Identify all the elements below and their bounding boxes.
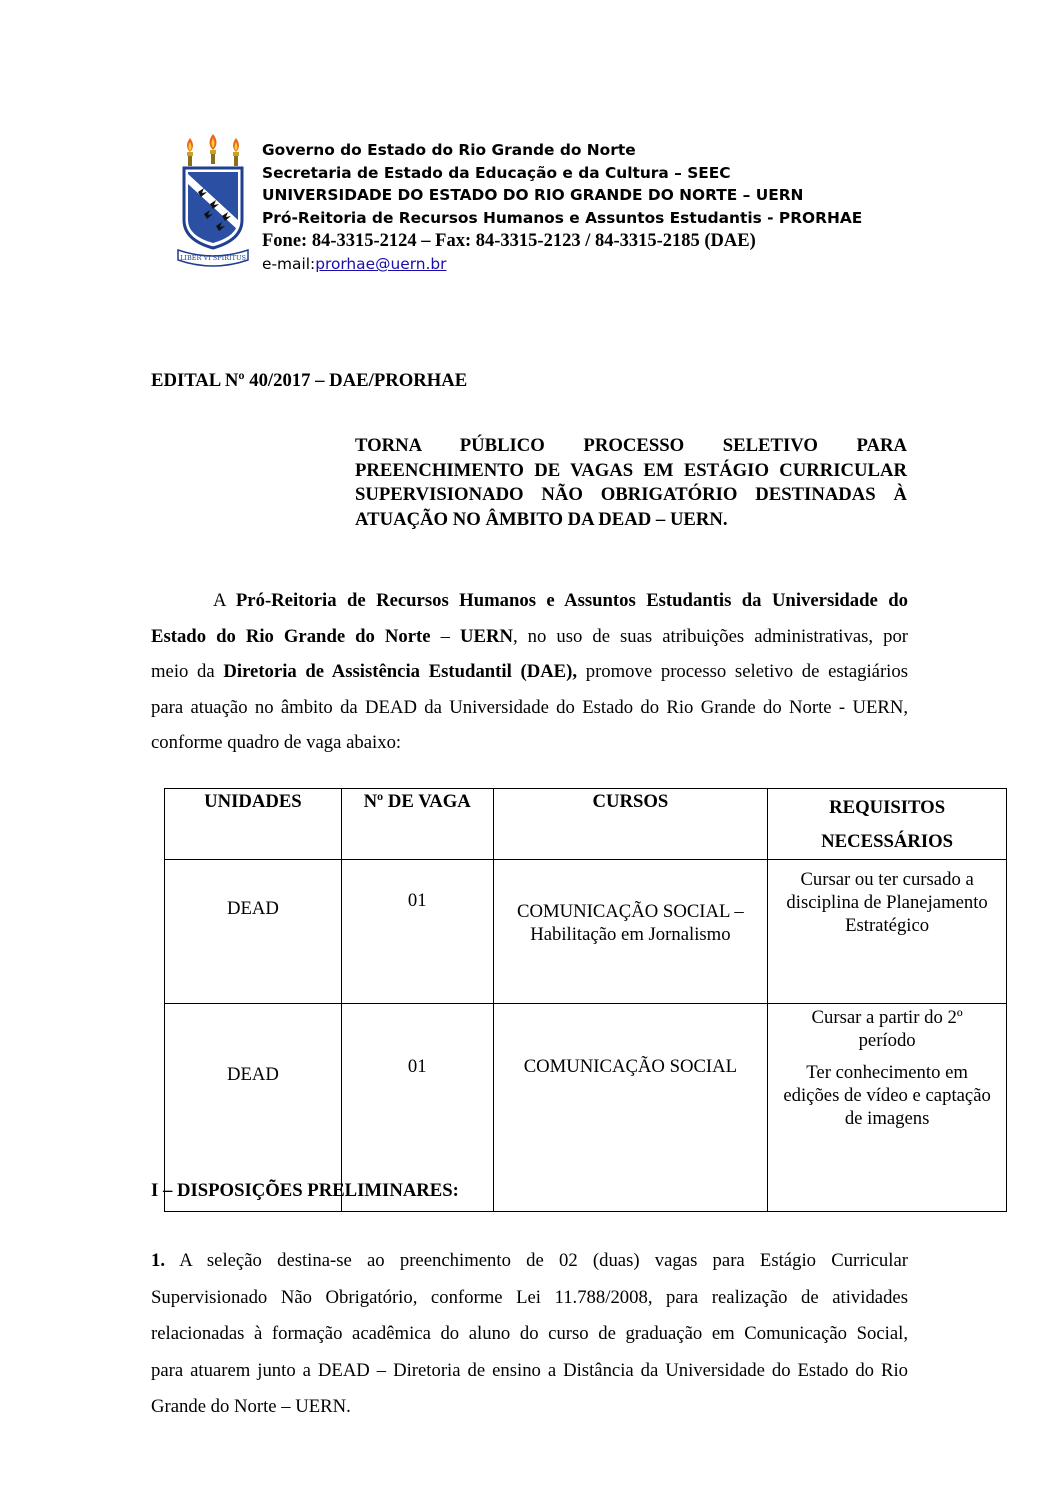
header-phone: Fone: 84-3315-2124 – Fax: 84-3315-2123 / 84-3315-2185 (DAE): [262, 231, 756, 252]
logo-motto: LIBER VI SPIRITUS: [180, 254, 246, 262]
section-title: I – DISPOSIÇÕES PRELIMINARES:: [151, 1180, 459, 1201]
torch-icon: [233, 138, 239, 166]
cell-vagas: [341, 860, 493, 1004]
torch-icon: [210, 134, 217, 164]
paragraph-line: para atuação no âmbito da DEAD da Universidade do Estado do Rio Grande do Norte - UERN,: [151, 696, 908, 718]
item-1-paragraph: [151, 1243, 908, 1426]
header-secretaria: Secretaria de Estado da Educação e da Cultura – SEEC: [262, 163, 731, 182]
cell-text: Cursar ou ter cursado a: [800, 869, 974, 890]
text: promove processo seletivo de estagiários: [577, 661, 908, 682]
text: meio da: [151, 661, 224, 682]
cell-requisitos: [768, 860, 1007, 1004]
cell-curso: [493, 1004, 768, 1212]
cell-requisitos: [768, 1004, 1007, 1212]
paragraph-line: relacionadas à formação acadêmica do aluno do curso de graduação em Comunicação Social,: [151, 1323, 908, 1344]
header-pro-reitoria: Pró-Reitoria de Recursos Humanos e Assuntos Estudantis - PRORHAE: [262, 208, 863, 227]
header-requisitos: [768, 789, 1007, 860]
cell-curso: [493, 860, 768, 1004]
header-num-vagas: Nº DE VAGA: [341, 789, 493, 860]
text: , no uso de suas atribuições administrativas, por: [512, 625, 909, 647]
table-row: [165, 860, 1007, 1004]
cell-text: COMUNICAÇÃO SOCIAL: [523, 1056, 738, 1077]
torch-icon: [187, 138, 193, 166]
cell-text: 01: [407, 1056, 427, 1077]
cell-text: Habilitação em Jornalismo: [530, 924, 731, 945]
text: A: [213, 590, 236, 611]
cell-text: 01: [407, 890, 427, 911]
summary-line: PREENCHIMENTO DE VAGAS EM ESTÁGIO CURRICULAR: [355, 459, 907, 481]
header-email-line: [262, 253, 862, 276]
paragraph-line: [151, 654, 908, 690]
text-bold: Estado do Rio Grande do Norte: [151, 625, 431, 647]
email-link[interactable]: prorhae@uern.br: [315, 255, 447, 274]
summary-line: TORNA PÚBLICO PROCESSO SELETIVO PARA: [355, 435, 907, 456]
edital-title: EDITAL Nº 40/2017 – DAE/PRORHAE: [151, 370, 468, 391]
cell-text: Cursar a partir do 2º: [811, 1007, 963, 1028]
cell-text: Ter conhecimento em: [806, 1062, 968, 1083]
cell-text: edições de vídeo e captação: [783, 1085, 991, 1106]
cell-text: DEAD: [226, 1064, 279, 1085]
item-number: 1.: [151, 1250, 166, 1271]
header-unidades: UNIDADES: [165, 789, 342, 860]
summary-line: ATUAÇÃO NO ÂMBITO DA DEAD – UERN.: [355, 508, 728, 530]
header-requisitos-line: REQUISITOS: [829, 797, 946, 818]
cell-text: disciplina de Planejamento: [786, 892, 988, 913]
paragraph-line: para atuarem junto a DEAD – Diretoria de ensino a Distância da Universidade do Estado do Rio: [151, 1359, 908, 1381]
cell-text: DEAD: [226, 898, 279, 919]
text: A seleção destina-se ao preenchimento de 02 (duas) vagas para Estágio Curricular: [165, 1250, 908, 1271]
paragraph-line: [151, 583, 908, 619]
text-bold: Pró-Reitoria de Recursos Humanos e Assuntos Estudantis da Universidade do: [235, 590, 908, 611]
letterhead: [262, 139, 862, 276]
text-bold: UERN: [460, 625, 513, 647]
cell-text: período: [858, 1030, 916, 1051]
paragraph-line: [151, 1243, 908, 1280]
cell-unidade: [165, 860, 342, 1004]
paragraph-line: [151, 619, 908, 655]
header-requisitos-line: NECESSÁRIOS: [821, 831, 954, 852]
cell-text: Estratégico: [845, 915, 930, 936]
paragraph-line: Supervisionado Não Obrigatório, conforme Lei 11.788/2008, para realização de atividades: [151, 1286, 908, 1308]
paragraph-line: Grande do Norte – UERN.: [151, 1396, 351, 1417]
table-header-row: [165, 789, 1007, 860]
header-government: Governo do Estado do Rio Grande do Norte: [262, 141, 636, 159]
intro-paragraph: [151, 583, 908, 761]
header-cursos: CURSOS: [493, 789, 768, 860]
uern-coat-of-arms-logo: [176, 134, 250, 270]
cell-text: de imagens: [844, 1108, 930, 1129]
vacancies-table: [164, 788, 1007, 1212]
header-university: UNIVERSIDADE DO ESTADO DO RIO GRANDE DO NORTE – UERN: [262, 186, 804, 205]
paragraph-line: conforme quadro de vaga abaixo:: [151, 732, 402, 753]
text: –: [430, 625, 460, 647]
summary-line: SUPERVISIONADO NÃO OBRIGATÓRIO DESTINADAS À: [355, 484, 907, 505]
email-label: e-mail:: [262, 255, 316, 274]
text-bold: Diretoria de Assistência Estudantil (DAE),: [223, 661, 578, 682]
cell-text: COMUNICAÇÃO SOCIAL –: [517, 901, 744, 922]
edital-summary: [355, 434, 907, 532]
